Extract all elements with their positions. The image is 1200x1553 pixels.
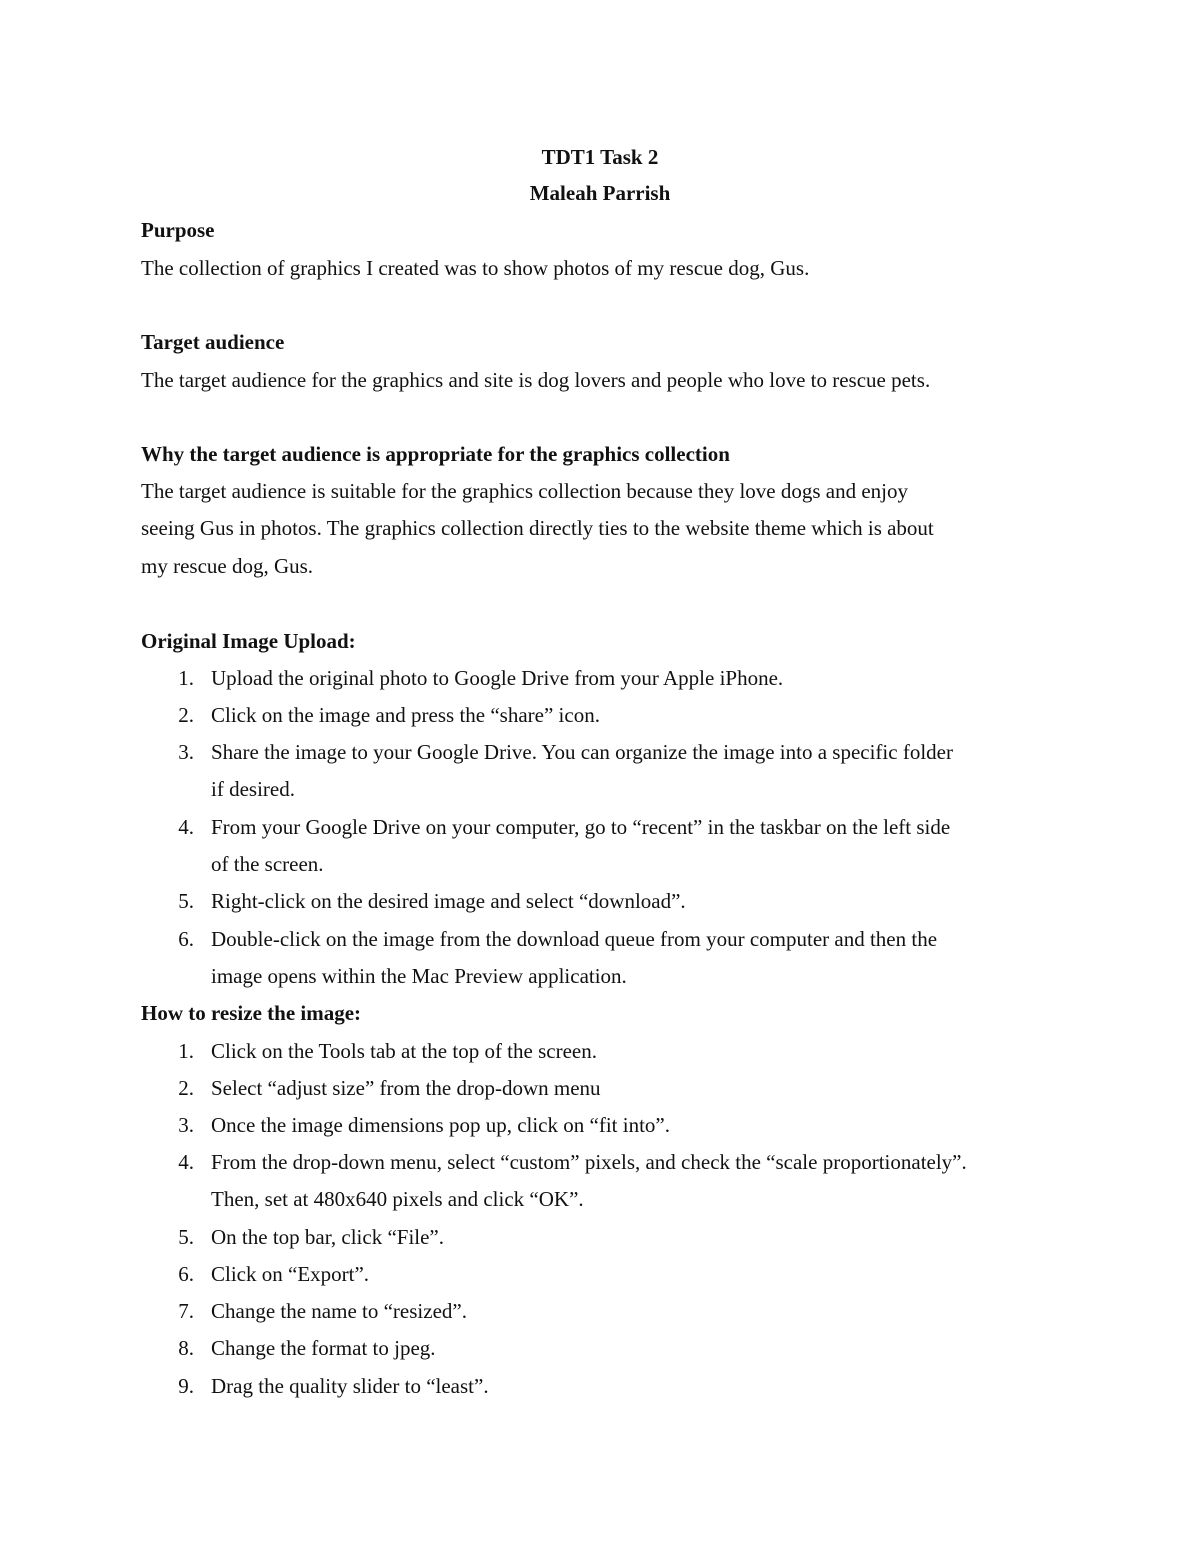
list-number: 2. bbox=[178, 703, 194, 727]
why-text-line: my rescue dog, Gus. bbox=[141, 554, 314, 578]
list-number: 6. bbox=[178, 1262, 194, 1286]
list-item: Double-click on the image from the download queue from your computer and then the bbox=[211, 927, 938, 951]
list-number: 4. bbox=[178, 1150, 194, 1174]
list-number: 3. bbox=[178, 740, 194, 764]
why-heading: Why the target audience is appropriate for the graphics collection bbox=[141, 442, 730, 466]
list-number: 1. bbox=[178, 1039, 194, 1063]
resize-heading: How to resize the image: bbox=[141, 1001, 362, 1025]
list-item: Change the format to jpeg. bbox=[211, 1336, 436, 1360]
target-audience-heading: Target audience bbox=[141, 330, 285, 354]
list-number: 5. bbox=[178, 1225, 194, 1249]
list-item: Drag the quality slider to “least”. bbox=[211, 1374, 489, 1398]
list-number: 8. bbox=[178, 1336, 194, 1360]
list-number: 9. bbox=[178, 1374, 194, 1398]
list-number: 2. bbox=[178, 1076, 194, 1100]
upload-heading: Original Image Upload: bbox=[141, 629, 356, 653]
list-number: 1. bbox=[178, 666, 194, 690]
purpose-text: The collection of graphics I created was to show photos of my rescue dog, Gus. bbox=[141, 256, 810, 280]
list-item-continued: Then, set at 480x640 pixels and click “OK”. bbox=[211, 1187, 584, 1211]
list-item: Upload the original photo to Google Drive from your Apple iPhone. bbox=[211, 666, 784, 690]
list-item: Right-click on the desired image and select “download”. bbox=[211, 889, 686, 913]
list-item-continued: of the screen. bbox=[211, 852, 324, 876]
why-text-line: The target audience is suitable for the graphics collection because they love dogs and enjoy bbox=[141, 479, 909, 503]
list-item: From the drop-down menu, select “custom” pixels, and check the “scale proportionately”. bbox=[211, 1150, 967, 1174]
list-item: On the top bar, click “File”. bbox=[211, 1225, 444, 1249]
list-item-continued: if desired. bbox=[211, 777, 295, 801]
list-number: 6. bbox=[178, 927, 194, 951]
purpose-heading: Purpose bbox=[141, 218, 215, 242]
list-item: Click on the image and press the “share” icon. bbox=[211, 703, 600, 727]
list-number: 5. bbox=[178, 889, 194, 913]
list-item: Click on “Export”. bbox=[211, 1262, 370, 1286]
list-number: 3. bbox=[178, 1113, 194, 1137]
list-item-continued: image opens within the Mac Preview application. bbox=[211, 964, 627, 988]
list-item: Once the image dimensions pop up, click on “fit into”. bbox=[211, 1113, 670, 1137]
list-item: Share the image to your Google Drive. You can organize the image into a specific folder bbox=[211, 740, 953, 764]
target-audience-text: The target audience for the graphics and site is dog lovers and people who love to rescue pets. bbox=[141, 368, 931, 392]
list-number: 7. bbox=[178, 1299, 194, 1323]
why-text-line: seeing Gus in photos. The graphics collection directly ties to the website theme which is about bbox=[141, 516, 934, 540]
list-item: Change the name to “resized”. bbox=[211, 1299, 467, 1323]
list-item: Click on the Tools tab at the top of the screen. bbox=[211, 1039, 597, 1063]
document-author: Maleah Parrish bbox=[529, 181, 671, 205]
list-number: 4. bbox=[178, 815, 194, 839]
list-item: From your Google Drive on your computer, go to “recent” in the taskbar on the left side bbox=[211, 815, 951, 839]
document-title: TDT1 Task 2 bbox=[541, 145, 659, 169]
list-item: Select “adjust size” from the drop-down menu bbox=[211, 1076, 601, 1100]
